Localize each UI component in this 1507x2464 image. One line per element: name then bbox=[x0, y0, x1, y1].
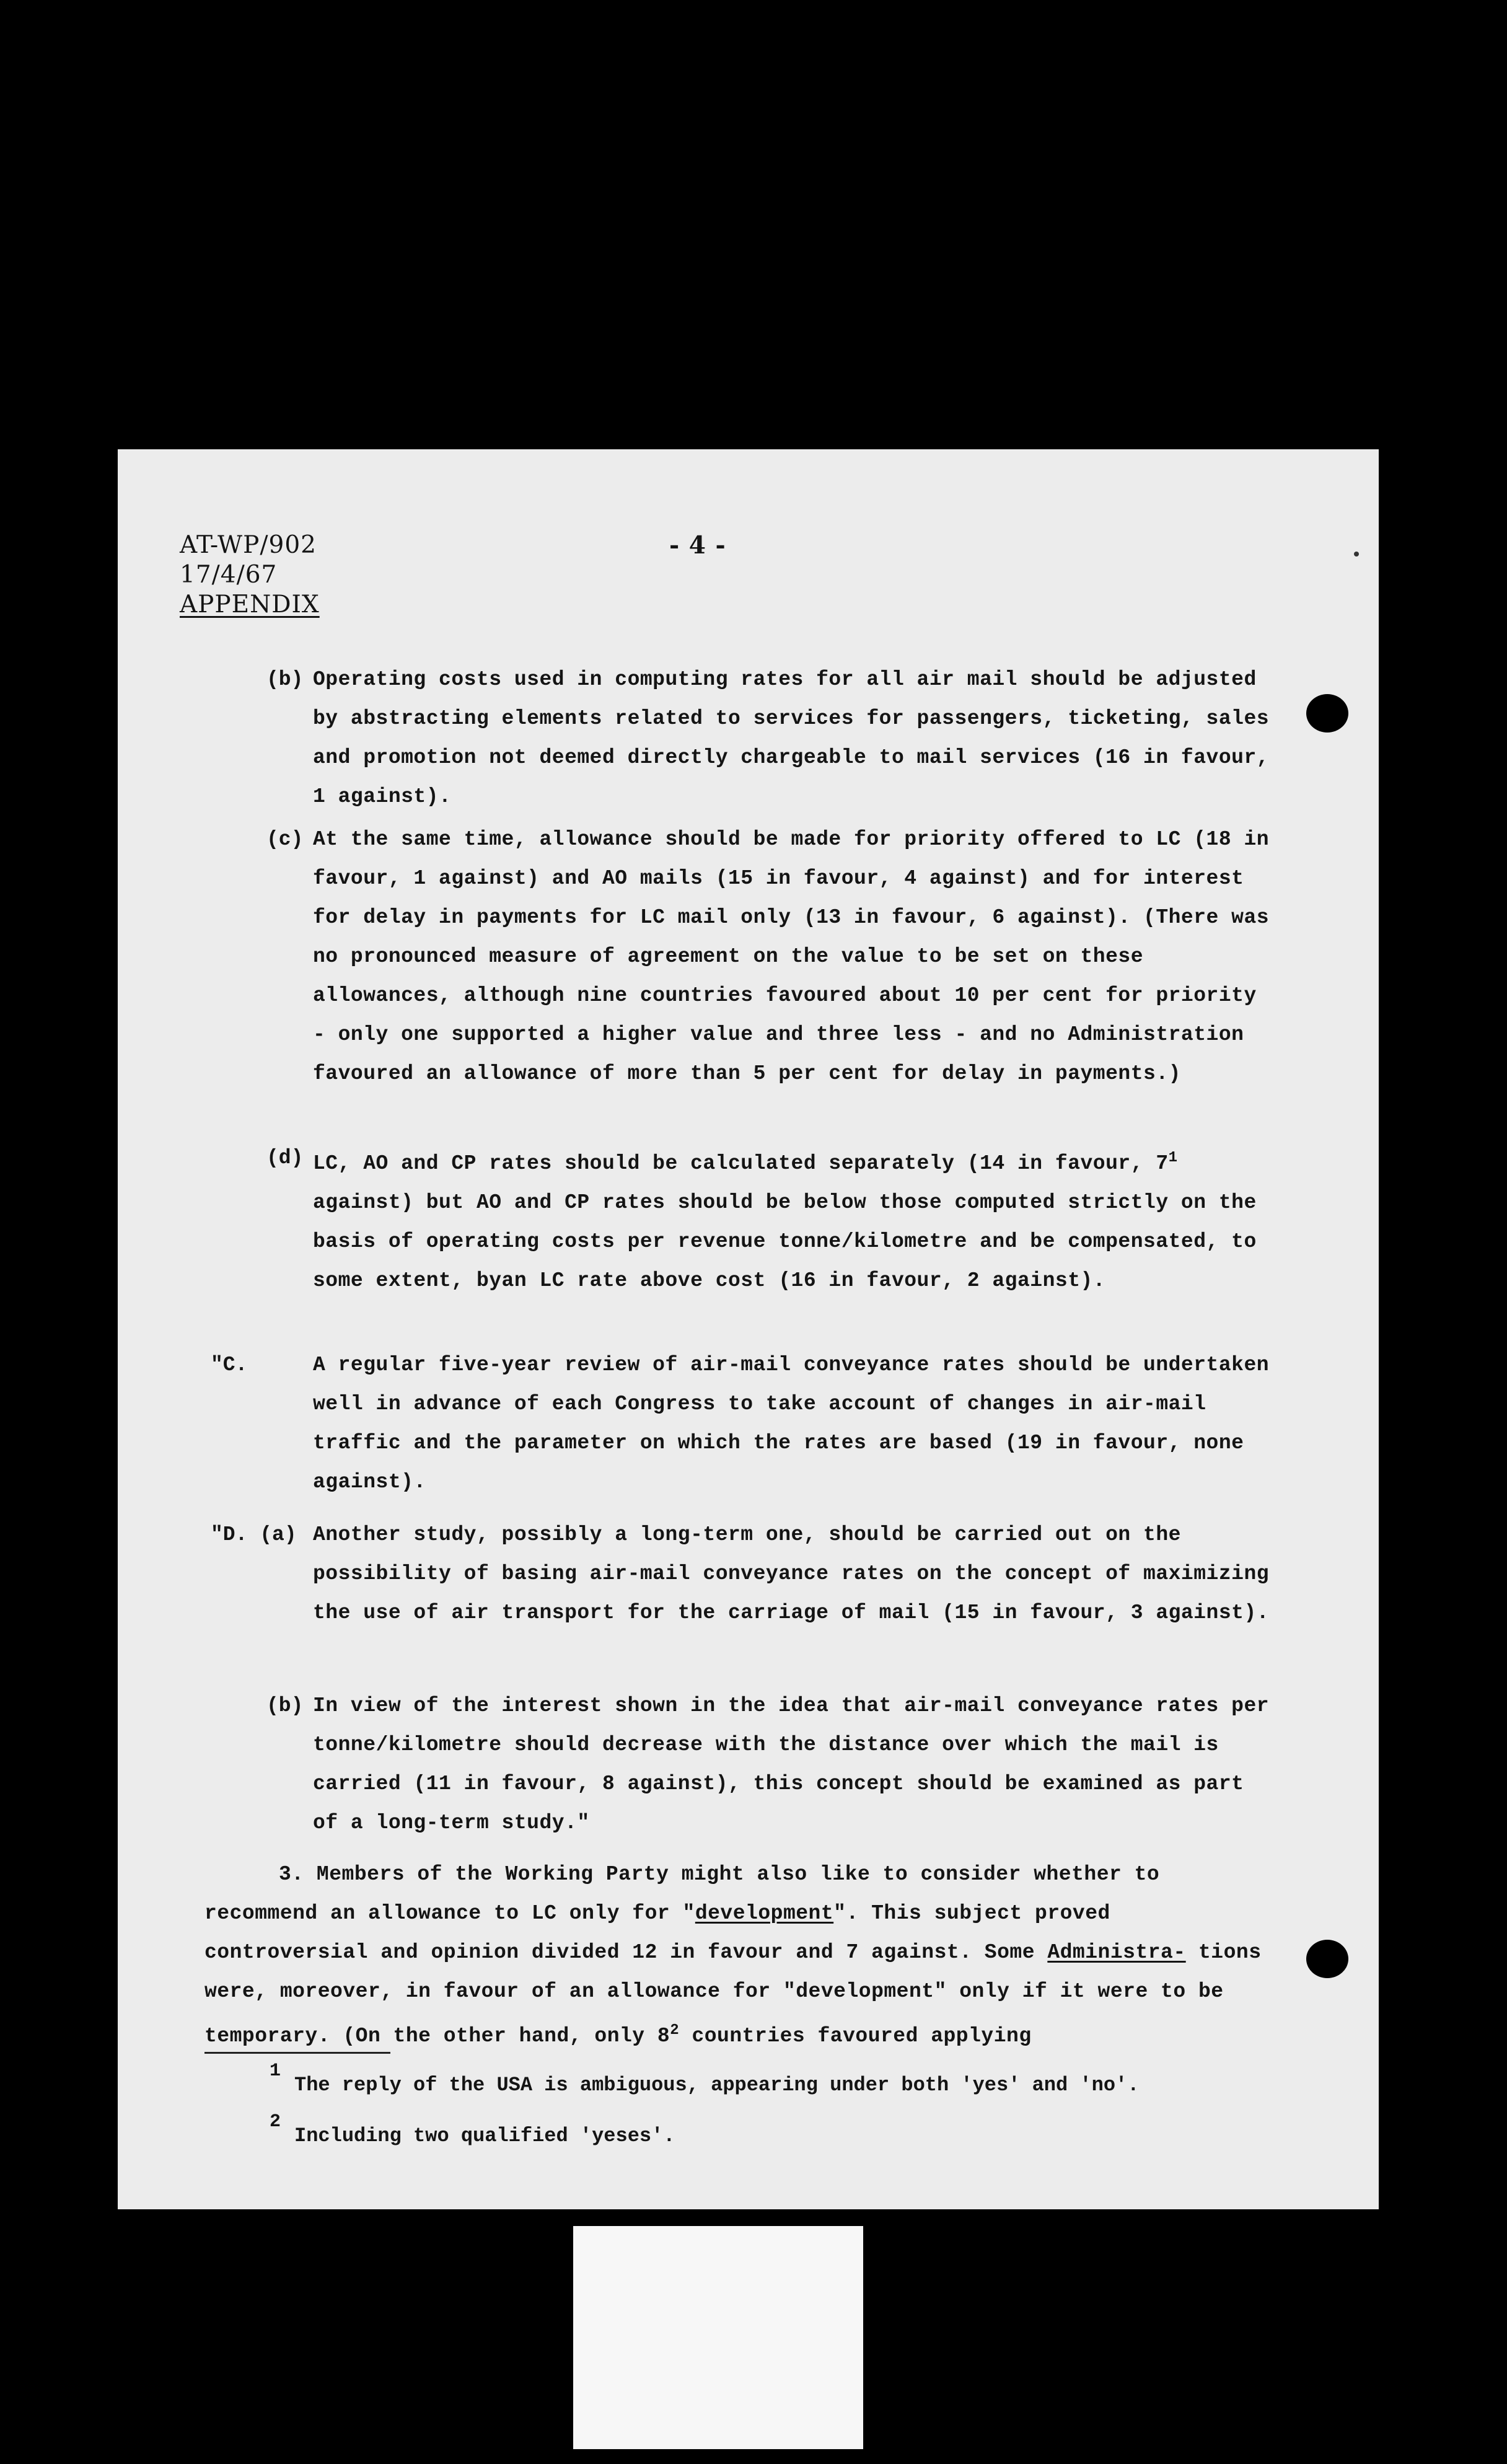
section-d-text: Another study, possibly a long-term one, should be carried out on the possibility of basing air-mail conveyance rates on the concept of maximizing the use of air transport for the carriage of mail (15 in favour, 3 against). bbox=[313, 1523, 1282, 1624]
item-b-text: Operating costs used in computing rates for all air mail should be adjusted by abstracting elements related to services for passengers, ticketing, sales and promotion not deemed directly chargeable to mail services (16 in favour, 1 against). bbox=[313, 668, 1282, 808]
document-page bbox=[118, 449, 1379, 2209]
section-d-label: "D. (a) bbox=[211, 1523, 297, 1546]
footnote-ref-2: 2 bbox=[670, 2022, 680, 2039]
section-d-b-text: In view of the interest shown in the idea that air-mail conveyance rates per tonne/kilometre should decrease with the distance over which the mail is carried (11 in favour, 8 against), this concept should be examined as part of a long-term study." bbox=[313, 1694, 1282, 1834]
doc-reference: AT-WP/902 bbox=[180, 531, 317, 559]
paragraph-3: 3. Members of the Working Party might also like to consider whether to recommend an allowance to LC only for "development". This subject proved controversial and opinion divided 12 in favour and 7 against. Some Administra- tions were, moreover, in favour of an allowance for "development" only if it were to be temporary. (On the other hand, only $8^2$ countries favoured applying bbox=[204, 1863, 1274, 2048]
punch-hole-bottom bbox=[1306, 1940, 1348, 1978]
footnote-1-text: The reply of the USA is ambiguous, appearing under both 'yes' and 'no'. bbox=[294, 2074, 1140, 2097]
page-number: - 4 - bbox=[669, 531, 726, 560]
blank-card bbox=[573, 2226, 863, 2449]
section-d-b-label: (b) bbox=[266, 1694, 304, 1717]
item-d-label: (d) bbox=[266, 1146, 304, 1169]
item-c-label: (c) bbox=[266, 828, 304, 851]
footnote-1-number: 1 bbox=[270, 2061, 281, 2082]
item-b-label: (b) bbox=[266, 668, 304, 691]
section-c-text: A regular five-year review of air-mail conveyance rates should be undertaken well in advance of each Congress to take account of changes in air-mail traffic and the parameter on which the rates are based (19 in favour, none against). bbox=[313, 1353, 1282, 1494]
doc-date: 17/4/67 bbox=[180, 561, 278, 589]
footnote-2-text: Including two qualified 'yeses'. bbox=[294, 2124, 675, 2147]
item-d-text: LC, AO and CP rates should be calculated separately (14 in favour, $7^1$ against) but AO and CP rates should be below those computed strictly on the basis of operating costs per revenue tonne/kilometre and be compensated, to some extent, byan LC rate above cost (16 in favour, 2 against). bbox=[313, 1150, 1270, 1292]
appendix-heading: APPENDIX bbox=[180, 591, 320, 618]
footnote-divider bbox=[204, 2052, 390, 2054]
footnote-ref-1: 1 bbox=[1168, 1150, 1178, 1166]
paper-speck bbox=[1354, 552, 1359, 557]
footnote-2-number: 2 bbox=[270, 2111, 281, 2132]
punch-hole-top bbox=[1306, 694, 1348, 733]
section-c-label: "C. bbox=[211, 1353, 248, 1376]
item-c-text: At the same time, allowance should be made for priority offered to LC (18 in favour, 1 against) and AO mails (15 in favour, 4 against) and for interest for delay in payments for LC mail only (13 in favour, 6 against). (There was no pronounced measure of agreement on the value to be set on these allowances, although nine countries favoured about 10 per cent for priority - only one supported a higher value and three less - and no Administration favoured an allowance of more than 5 per cent for delay in payments.) bbox=[313, 828, 1282, 1085]
